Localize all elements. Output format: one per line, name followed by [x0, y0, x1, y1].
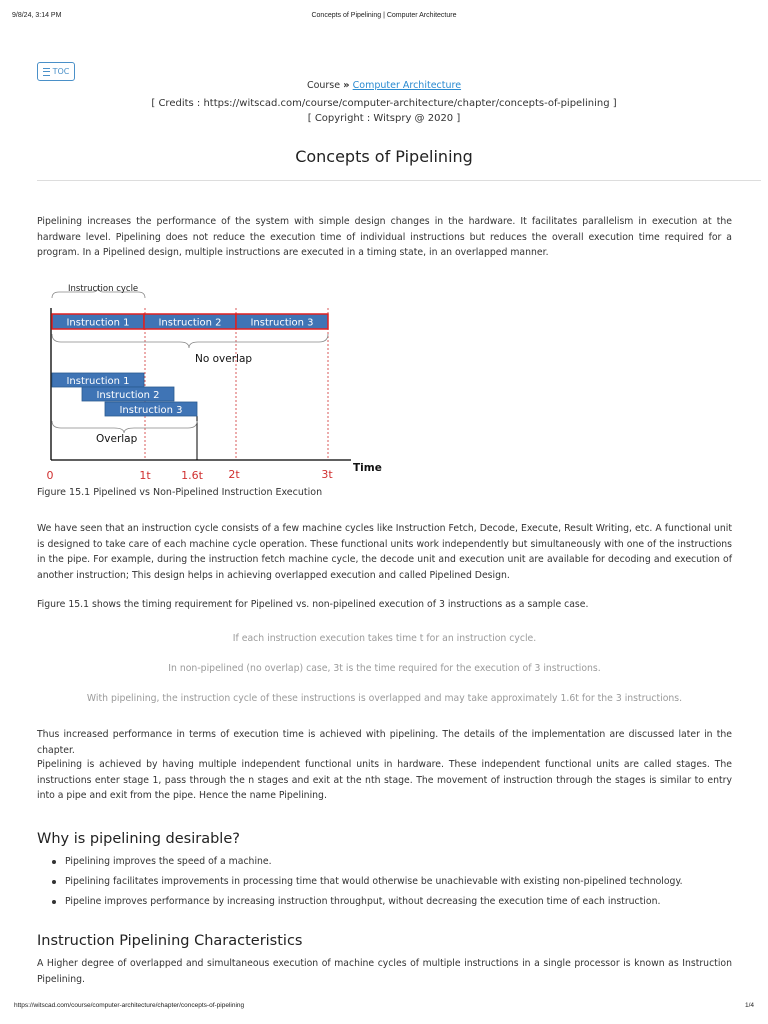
- stages-paragraph: Pipelining is achieved by having multiple independent functional units in hardware. These independent functional units are called stages. The instructions enter stage 1, pass through the n stages and exit at the nth stage. The movement of instruction through the stages is similar to entry into a pipe and exit from the pipe. Hence the name Pipelining.: [37, 759, 732, 801]
- no-overlap-brace: [52, 334, 328, 348]
- overlap-label: Overlap: [96, 433, 138, 445]
- time-axis-label: Time: [353, 462, 382, 474]
- figure-reference-paragraph: Figure 15.1 shows the timing requirement for Pipelined vs. non-pipelined execution of 3 instructions as a sample case.: [37, 599, 589, 610]
- toc-label: TOC: [52, 67, 70, 76]
- label-nonpipelined-1: Instruction 1: [66, 317, 130, 329]
- instruction-cycle-label: Instruction cycle: [68, 284, 139, 294]
- characteristics-paragraph: A Higher degree of overlapped and simultaneous execution of machine cycles of multiple instructions in a single processor is known as Instruction Pipelining.: [37, 958, 732, 985]
- menu-icon: [43, 68, 50, 76]
- print-title: Concepts of Pipelining | Computer Architecture: [311, 12, 457, 19]
- list-item: Pipelining facilitates improvements in processing time that would otherwise be unachievable with existing non-pipelined technology.: [65, 875, 765, 895]
- tick-label-2t: 2t: [228, 468, 240, 481]
- title-divider: [37, 180, 761, 181]
- breadcrumb-prefix: Course: [306, 80, 341, 91]
- tick-label-1t: 1t: [139, 469, 151, 482]
- heading-why-desirable: Why is pipelining desirable?: [37, 831, 240, 847]
- tick-label-1-6t: 1.6t: [181, 469, 203, 482]
- copyright-text: [ Copyright : Witspry @ 2020 ]: [307, 113, 461, 124]
- breadcrumb-course-link[interactable]: Computer Architecture: [352, 80, 462, 91]
- tick-label-3t: 3t: [321, 468, 333, 481]
- note-non-pipelined: In non-pipelined (no overlap) case, 3t is the time required for the execution of 3 instructions.: [168, 663, 601, 674]
- label-nonpipelined-3: Instruction 3: [250, 317, 314, 329]
- machine-cycles-paragraph: We have seen that an instruction cycle consists of a few machine cycles like Instruction Fetch, Decode, Execute, Result Writing, etc. A functional unit is designed to take care of each machine cycle operation. These functional units work independently but simultaneously with one of the instructions in the pipe. For example, during the instruction fetch machine cycle, the decode unit and execution unit are available for decoding and execution of another instruction; This design helps in achieving overlapped execution and called Pipelined Design.: [37, 523, 732, 581]
- page-title: Concepts of Pipelining: [295, 147, 473, 166]
- breadcrumb-separator: »: [343, 80, 350, 91]
- note-time-t: If each instruction execution takes time t for an instruction cycle.: [232, 633, 537, 644]
- figure-caption: Figure 15.1 Pipelined vs Non-Pipelined Instruction Execution: [37, 487, 323, 498]
- label-pipelined-2: Instruction 2: [96, 390, 160, 401]
- pipeline-timing-figure: [37, 278, 397, 483]
- credits-text: [ Credits : https://witscad.com/course/computer-architecture/chapter/concepts-of-pipelining ]: [151, 98, 617, 109]
- note-pipelined: With pipelining, the instruction cycle of these instructions is overlapped and may take approximately 1.6t for the 3 instructions.: [86, 693, 683, 704]
- heading-characteristics: Instruction Pipelining Characteristics: [37, 933, 303, 949]
- label-pipelined-3: Instruction 3: [119, 405, 183, 416]
- list-item: Pipeline improves performance by increasing instruction throughput, without decreasing the execution time of each instruction.: [65, 895, 765, 915]
- increased-performance-paragraph: Thus increased performance in terms of execution time is achieved with pipelining. The details of the implementation are discussed later in the chapter.: [37, 729, 732, 756]
- breadcrumb: [0, 80, 768, 91]
- label-pipelined-1: Instruction 1: [66, 376, 130, 387]
- tick-label-0: 0: [46, 469, 54, 482]
- print-url: https://witscad.com/course/computer-architecture/chapter/concepts-of-pipelining: [14, 1002, 245, 1009]
- toc-button[interactable]: [37, 62, 75, 81]
- print-datetime: 9/8/24, 3:14 PM: [12, 12, 62, 19]
- label-nonpipelined-2: Instruction 2: [158, 317, 222, 329]
- intro-paragraph: Pipelining increases the performance of the system with simple design changes in the hardware. It facilitates parallelism in execution at the hardware level. Pipelining does not reduce the execution time of individual instructions but reduces the overall execution time required for a program. In a Pipelined design, multiple instructions are executed in a timing state, in an overlapped manner.: [37, 216, 732, 258]
- desirable-list: [37, 855, 765, 915]
- list-item: Pipelining improves the speed of a machine.: [65, 855, 765, 875]
- overlap-brace: [52, 421, 197, 433]
- no-overlap-label: No overlap: [195, 353, 253, 365]
- print-page-number: 1/4: [744, 1002, 754, 1009]
